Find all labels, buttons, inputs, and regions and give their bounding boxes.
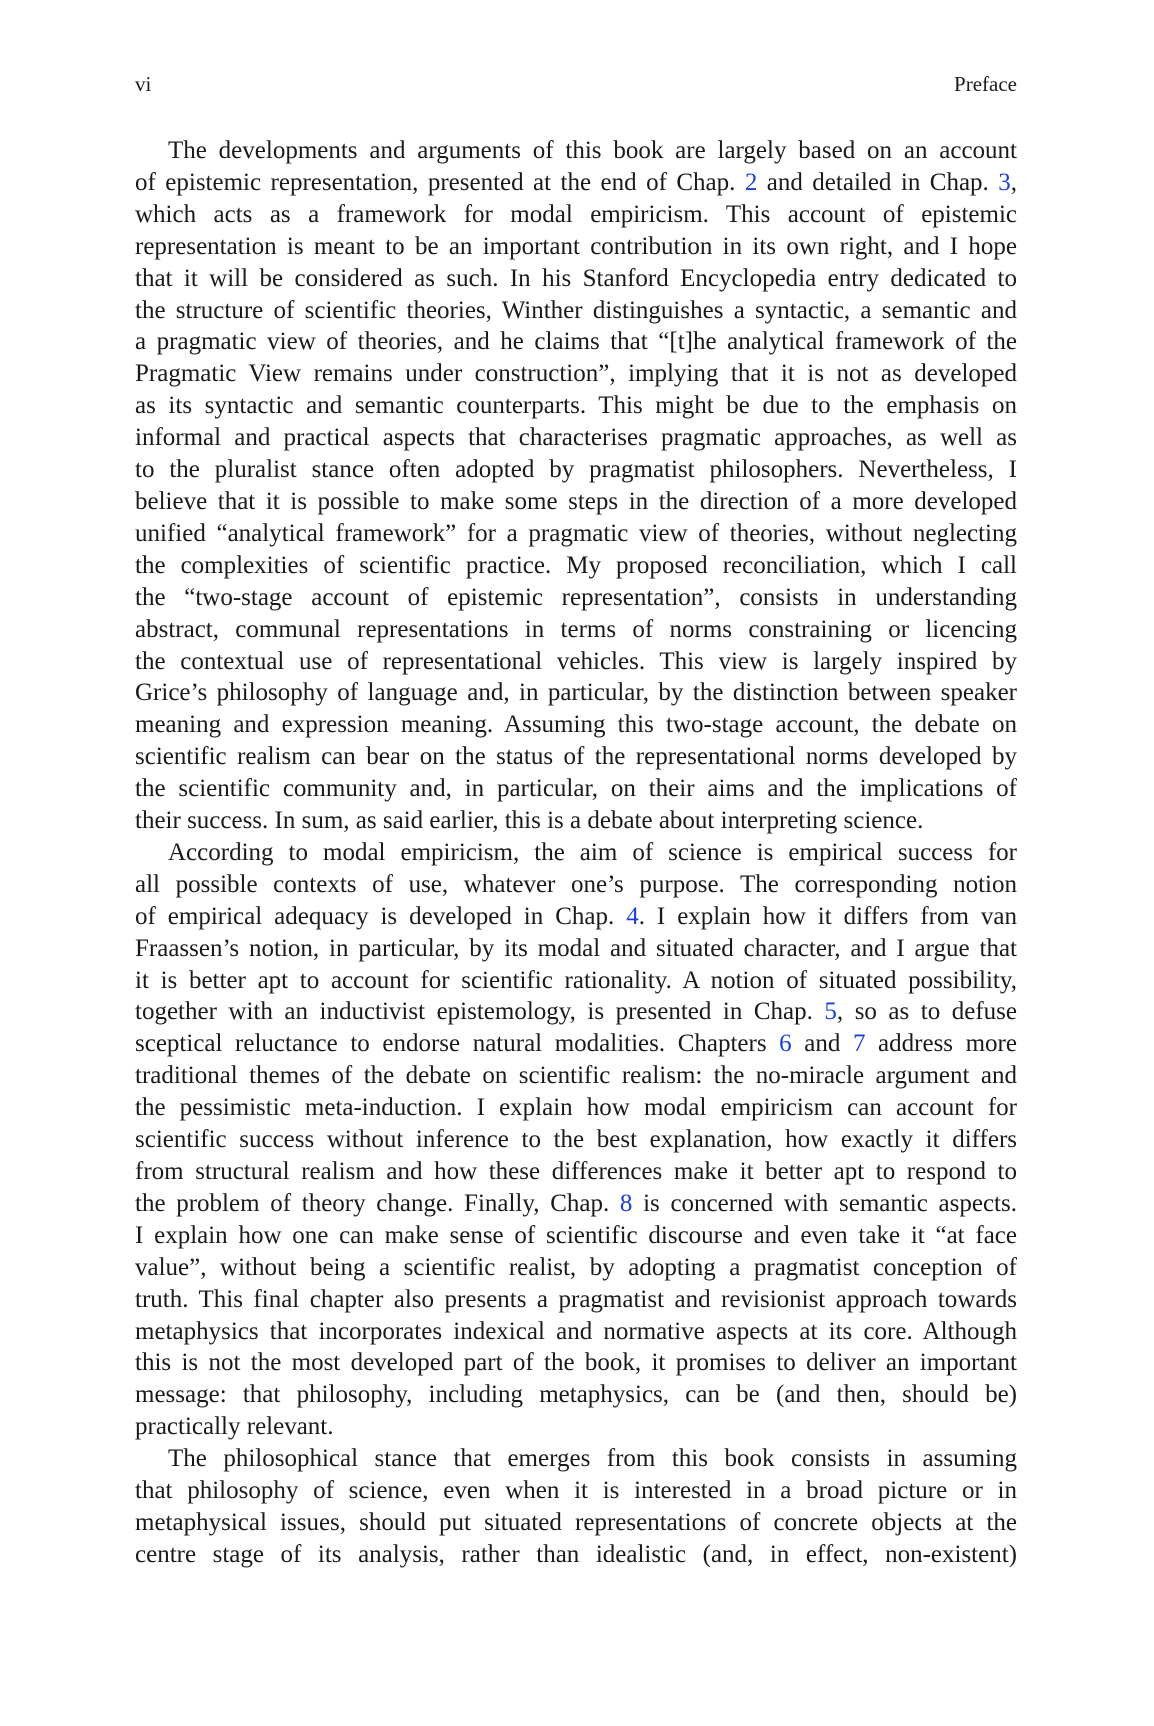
text-line — [135, 677, 1017, 709]
text-run: address more — [865, 1030, 1017, 1058]
text-run: abstract, communal representations in terms of norms constraining or licencing — [135, 615, 1017, 643]
text-line — [135, 1539, 1017, 1571]
text-line — [135, 582, 1017, 614]
text-line — [135, 1188, 1017, 1220]
text-run: truth. This final chapter also presents a pragmatist and revisionist approach towards — [135, 1285, 1017, 1313]
text-run: it is better apt to account for scientific rationality. A notion of situated possibility, — [135, 966, 1017, 994]
text-run: metaphysical issues, should put situated representations of concrete objects at the — [135, 1508, 1017, 1536]
text-run: the structure of scientific theories, Winther distinguishes a syntactic, a semantic and — [135, 296, 1017, 324]
text-line — [135, 326, 1017, 358]
text-run: of empirical adequacy is developed in Chap. — [135, 902, 627, 930]
text-run: a pragmatic view of theories, and he claims that “[t]he analytical framework of the — [135, 328, 1017, 356]
text-line — [135, 869, 1017, 901]
text-run: unified “analytical framework” for a pragmatic view of theories, without neglecting — [135, 519, 1017, 547]
text-run: scientific realism can bear on the status of the representational norms developed by — [135, 743, 1017, 771]
text-run: sceptical reluctance to endorse natural modalities. Chapters — [135, 1030, 780, 1058]
text-line — [135, 358, 1017, 390]
body-text — [135, 135, 1017, 1571]
text-run: traditional themes of the debate on scientific realism: the no-miracle argument and — [135, 1062, 1017, 1090]
text-run: , — [1010, 168, 1017, 196]
text-line — [135, 199, 1017, 231]
text-run: value”, without being a scientific realist, by adopting a pragmatist conception of — [135, 1253, 1017, 1281]
text-run: representation is meant to be an important contribution in its own right, and I hope — [135, 232, 1017, 260]
text-line — [135, 263, 1017, 295]
text-run: Fraassen’s notion, in particular, by its modal and situated character, and I argue that — [135, 934, 1017, 962]
text-line — [135, 1379, 1017, 1411]
text-line — [135, 518, 1017, 550]
chapter-link[interactable]: 2 — [744, 168, 758, 196]
paragraph — [135, 1443, 1017, 1571]
text-run: scientific success without inference to the best explanation, how exactly it differs — [135, 1126, 1017, 1154]
text-run: that philosophy of science, even when it is interested in a broad picture or in — [135, 1477, 1017, 1505]
text-line — [135, 454, 1017, 486]
text-run: Pragmatic View remains under construction”, implying that it is not as developed — [135, 360, 1017, 388]
paragraph — [135, 135, 1017, 837]
text-run: meaning and expression meaning. Assuming this two-stage account, the debate on — [135, 711, 1017, 739]
chapter-link[interactable]: 3 — [998, 168, 1011, 196]
text-line — [135, 1475, 1017, 1507]
chapter-link[interactable]: 8 — [619, 1189, 633, 1217]
text-run: The philosophical stance that emerges from this book consists in assuming — [168, 1445, 1017, 1473]
text-line — [135, 1252, 1017, 1284]
text-run: and — [791, 1030, 853, 1058]
chapter-link[interactable]: 5 — [824, 998, 837, 1026]
text-line — [135, 741, 1017, 773]
text-run: , so as to defuse — [836, 998, 1017, 1026]
text-run: message: that philosophy, including metaphysics, can be (and then, should be) — [135, 1381, 1017, 1409]
text-run: the scientific community and, in particular, on their aims and the implications of — [135, 775, 1017, 803]
text-line — [135, 1316, 1017, 1348]
text-run: metaphysics that incorporates indexical and normative aspects at its core. Although — [135, 1317, 1017, 1345]
text-line — [135, 1411, 1017, 1443]
text-run: of epistemic representation, presented at the end of Chap. — [135, 168, 745, 196]
text-run: Grice’s philosophy of language and, in particular, by the distinction between speaker — [135, 679, 1017, 707]
chapter-link[interactable]: 7 — [852, 1030, 866, 1058]
running-head — [135, 69, 1017, 99]
text-line — [135, 1028, 1017, 1060]
text-line — [135, 965, 1017, 997]
text-line — [135, 805, 1017, 837]
text-run: from structural realism and how these differences make it better apt to respond to — [135, 1158, 1017, 1185]
text-run: believe that it is possible to make some steps in the direction of a more developed — [135, 487, 1017, 515]
text-line — [135, 646, 1017, 678]
text-line — [135, 135, 1017, 167]
text-run: together with an inductivist epistemology, is presented in Chap. — [135, 998, 825, 1026]
text-line — [135, 1060, 1017, 1092]
text-line — [135, 1507, 1017, 1539]
text-line — [135, 933, 1017, 965]
text-line — [135, 709, 1017, 741]
text-line — [135, 996, 1017, 1028]
text-run: the problem of theory change. Finally, Chap. — [135, 1189, 620, 1217]
text-line — [135, 390, 1017, 422]
text-line — [135, 1347, 1017, 1379]
text-run: According to modal empiricism, the aim of science is empirical success for — [168, 838, 1017, 866]
chapter-link[interactable]: 6 — [779, 1030, 792, 1058]
text-run: their success. In sum, as said earlier, this is a debate about interpreting science. — [135, 807, 924, 835]
text-line — [135, 1156, 1017, 1188]
text-run: practically relevant. — [135, 1413, 334, 1441]
text-line — [135, 1220, 1017, 1252]
text-line — [135, 231, 1017, 263]
text-line — [135, 1284, 1017, 1316]
text-line — [135, 773, 1017, 805]
text-run: that it will be considered as such. In his Stanford Encyclopedia entry dedicated to — [135, 264, 1017, 292]
text-line — [135, 901, 1017, 933]
text-run: centre stage of its analysis, rather than idealistic (and, in effect, non-existent) — [135, 1540, 1017, 1568]
text-run: is concerned with semantic aspects. — [632, 1189, 1017, 1217]
text-line — [135, 614, 1017, 646]
text-line — [135, 837, 1017, 869]
text-run: which acts as a framework for modal empiricism. This account of epistemic — [135, 200, 1017, 228]
text-run: the pessimistic meta-induction. I explain how modal empiricism can account for — [135, 1094, 1017, 1122]
text-line — [135, 167, 1017, 199]
text-run: all possible contexts of use, whatever one’s purpose. The corresponding notion — [135, 870, 1017, 898]
text-run: I explain how one can make sense of scientific discourse and even take it “at face — [135, 1221, 1017, 1249]
text-line — [135, 422, 1017, 454]
text-run: the complexities of scientific practice. My proposed reconciliation, which I call — [135, 551, 1017, 579]
chapter-link[interactable]: 4 — [626, 902, 639, 930]
text-run: to the pluralist stance often adopted by pragmatist philosophers. Nevertheless, I — [135, 456, 1017, 484]
text-line — [135, 550, 1017, 582]
text-run: informal and practical aspects that characterises pragmatic approaches, as well as — [135, 424, 1017, 452]
text-run: this is not the most developed part of the book, it promises to deliver an important — [135, 1349, 1017, 1377]
text-line — [135, 1124, 1017, 1156]
page-number: vi — [135, 72, 152, 96]
text-run: the “two-stage account of epistemic representation”, consists in understanding — [135, 583, 1017, 611]
text-run: the contextual use of representational vehicles. This view is largely inspired by — [135, 647, 1017, 675]
paragraph — [135, 837, 1017, 1443]
text-line — [135, 1443, 1017, 1475]
running-title: Preface — [954, 72, 1017, 96]
text-line — [135, 1092, 1017, 1124]
text-line — [135, 295, 1017, 327]
text-run: and detailed in Chap. — [757, 168, 999, 196]
text-run: as its syntactic and semantic counterparts. This might be due to the emphasis on — [135, 392, 1017, 420]
text-run: . I explain how it differs from van — [638, 902, 1018, 930]
text-run: The developments and arguments of this book are largely based on an account — [168, 137, 1017, 164]
text-line — [135, 486, 1017, 518]
